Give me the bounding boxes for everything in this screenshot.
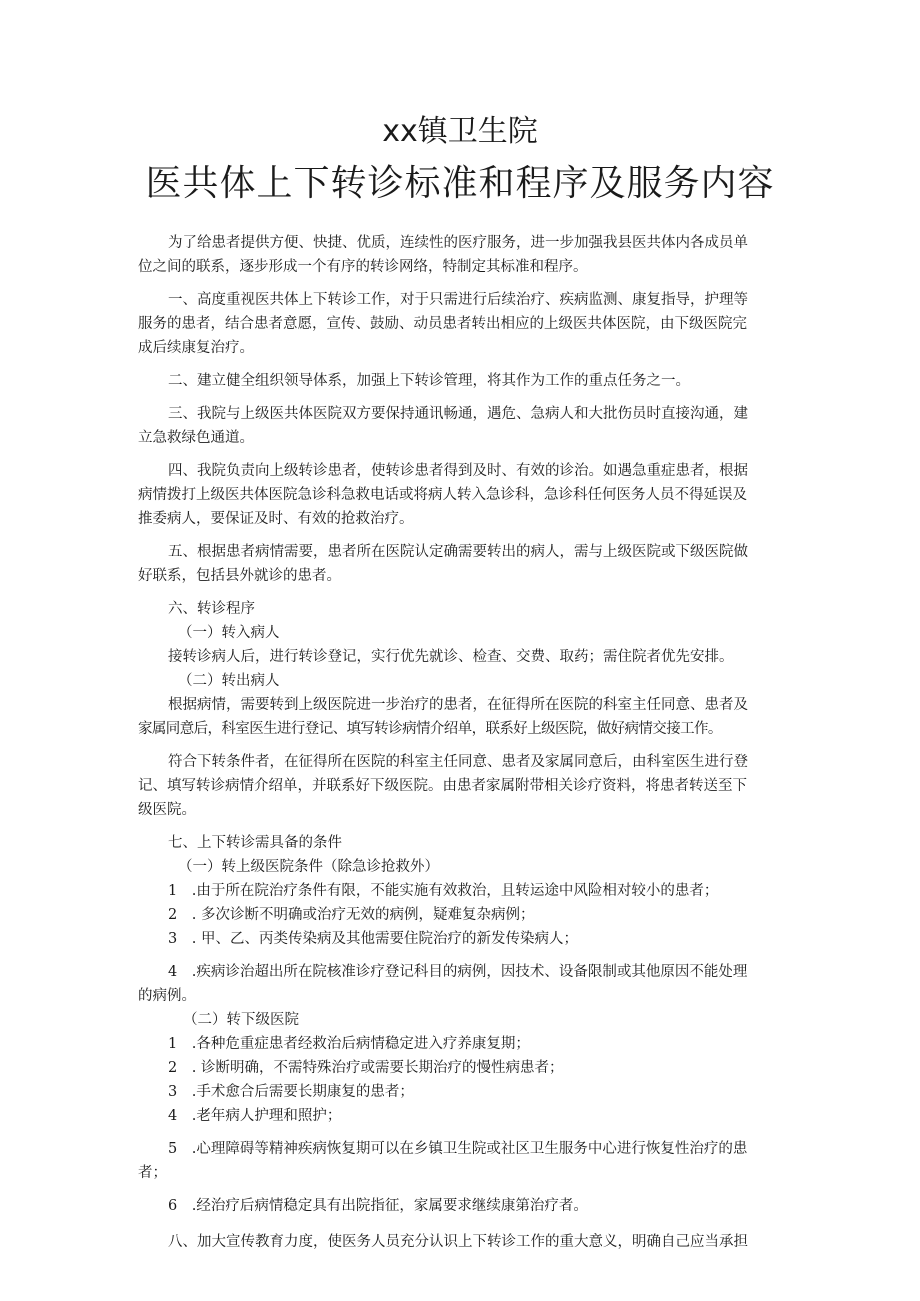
list-item: 3 . 甲、乙、丙类传染病及其他需要住院治疗的新发传染病人； — [168, 931, 578, 947]
list-item: 1 .各种危重症患者经救治后病情稳定进入疗养康复期； — [168, 1036, 530, 1052]
section-4-cont: 病情拨打上级医共体医院急诊科急救电话或将病人转入急诊科，急诊科任何医务人员不得延误及 — [138, 487, 747, 503]
document-title: 医共体上下转诊标准和程序及服务内容 — [145, 163, 775, 204]
list-item: 2 . 多次诊断不明确或治疗无效的病例，疑难复杂病例； — [168, 907, 535, 923]
subsection-6-2: （二）转出病人 — [178, 673, 280, 689]
section-2: 二、建立健全组织领导体系，加强上下转诊管理，将其作为工作的重点任务之一。 — [168, 373, 690, 389]
list-item: 1 .由于所在院治疗条件有限，不能实施有效救治，且转运途中风险相对较小的患者； — [168, 883, 719, 899]
section-5: 五、根据患者病情需要，患者所在医院认定确需要转出的病人，需与上级医院或下级医院做 — [168, 544, 748, 560]
section-4-cont: 推委病人，要保证及时、有效的抢救治疗。 — [138, 511, 414, 527]
section-1-cont: 成后续康复治疗。 — [138, 340, 254, 356]
section-3: 三、我院与上级医共体医院双方要保持通讯畅通，遇危、急病人和大批伤员时直接沟通，建 — [168, 406, 748, 422]
list-item: 3 .手术愈合后需要长期康复的患者； — [168, 1084, 414, 1100]
subsection-7-2: （二）转下级医院 — [183, 1012, 299, 1028]
intro-paragraph: 为了给患者提供方便、快捷、优质，连续性的医疗服务，进一步加强我县医共体内各成员单 — [168, 235, 748, 251]
document-body — [138, 231, 788, 1254]
subsection-6-2-text: 根据病情，需要转到上级医院进一步治疗的患者，在征得所在医院的科室主任同意、患者及 — [168, 697, 748, 713]
list-item: 4 .老年病人护理和照护； — [168, 1108, 342, 1124]
subsection-6-2-text-cont: 家属同意后，科室医生进行登记、填写转诊病情介绍单，联系好上级医院，做好病情交接工作。 — [138, 721, 722, 737]
subsection-6-2-downward-cont: 级医院。 — [138, 802, 196, 818]
hospital-title: xx镇卫生院 — [382, 114, 538, 149]
section-1: 一、高度重视医共体上下转诊工作，对于只需进行后续治疗、疾病监测、康复指导，护理等 — [168, 292, 748, 308]
intro-paragraph-cont: 位之间的联系，逐步形成一个有序的转诊网络，特制定其标准和程序。 — [138, 259, 588, 275]
list-item-cont: 的病例。 — [138, 988, 196, 1004]
section-3-cont: 立急救绿色通道。 — [138, 430, 254, 446]
section-4: 四、我院负责向上级转诊患者，使转诊患者得到及时、有效的诊治。如遇急重症患者，根据 — [168, 463, 748, 479]
section-5-cont: 好联系，包括县外就诊的患者。 — [138, 568, 341, 584]
list-item: 5 .心理障碍等精神疾病恢复期可以在乡镇卫生院或社区卫生服务中心进行恢复性治疗的患 — [168, 1141, 748, 1157]
subsection-6-2-downward: 符合下转条件者，在征得所在医院的科室主任同意、患者及家属同意后，由科室医生进行登 — [168, 754, 748, 770]
list-item: 4 .疾病诊治超出所在院核准诊疗登记科目的病例，因技术、设备限制或其他原因不能处理 — [168, 964, 748, 980]
section-1-cont: 服务的患者，结合患者意愿，宣传、鼓励、动员患者转出相应的上级医共体医院，由下级医院完 — [138, 316, 747, 332]
subsection-6-2-downward-cont: 记、填写转诊病情介绍单，并联系好下级医院。由患者家属附带相关诊疗资料，将患者转送至下 — [138, 778, 747, 794]
list-item: 2 . 诊断明确，不需特殊治疗或需要长期治疗的慢性病患者； — [168, 1060, 564, 1076]
section-8: 八、加大宣传教育力度，使医务人员充分认识上下转诊工作的重大意义，明确自己应当承担 — [168, 1234, 748, 1250]
list-item: 6 .经治疗后病情稳定具有出院指征，家属要求继续康第治疗者。 — [168, 1198, 588, 1214]
subsection-6-1: （一）转入病人 — [178, 625, 280, 641]
subsection-7-1: （一）转上级医院条件（除急诊抢救外） — [178, 859, 439, 875]
subsection-6-1-text: 接转诊病人后，进行转诊登记，实行优先就诊、检查、交费、取药；需住院者优先安排。 — [168, 649, 734, 665]
section-7-heading: 七、上下转诊需具备的条件 — [168, 835, 342, 851]
section-6-heading: 六、转诊程序 — [168, 601, 255, 617]
list-item-cont: 者； — [138, 1165, 167, 1181]
